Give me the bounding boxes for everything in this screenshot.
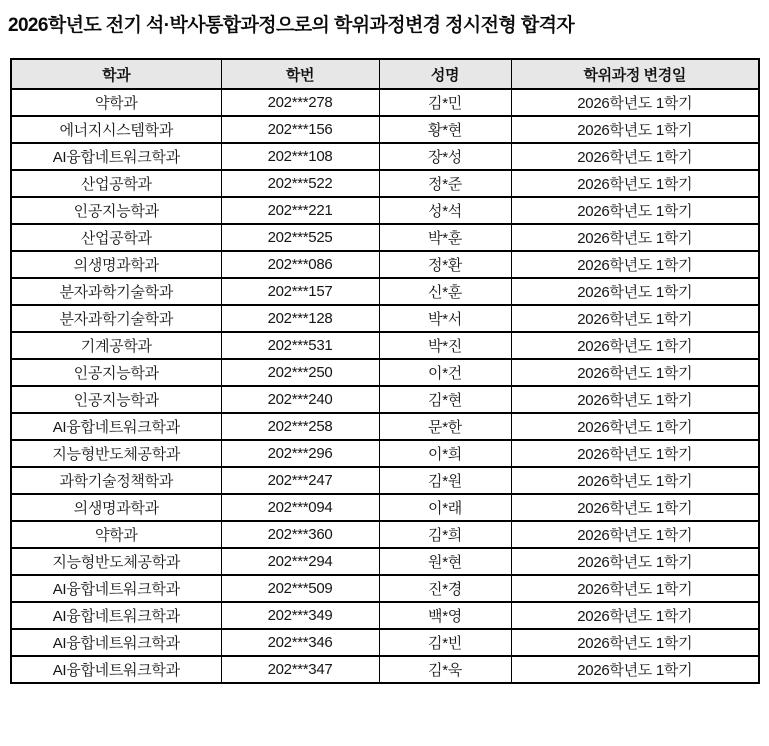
cell-student-id: 202***247 [221,467,379,494]
table-row [11,89,759,116]
cell-name: 김*욱 [379,656,511,683]
cell-change-date: 2026학년도 1학기 [511,305,759,332]
cell-student-id: 202***525 [221,224,379,251]
cell-department: 인공지능학과 [11,386,221,413]
cell-department: 분자과학기술학과 [11,278,221,305]
table-row [11,251,759,278]
cell-student-id: 202***094 [221,494,379,521]
cell-department: 과학기술정책학과 [11,467,221,494]
table-row [11,575,759,602]
cell-department: AI융합네트워크학과 [11,143,221,170]
cell-name: 이*래 [379,494,511,521]
table-row [11,278,759,305]
cell-student-id: 202***086 [221,251,379,278]
column-header-change-date: 학위과정 변경일 [511,59,759,89]
cell-student-id: 202***156 [221,116,379,143]
cell-change-date: 2026학년도 1학기 [511,440,759,467]
table-row [11,224,759,251]
table-row [11,602,759,629]
table-row [11,656,759,683]
column-header-student-id: 학번 [221,59,379,89]
cell-change-date: 2026학년도 1학기 [511,548,759,575]
table-row [11,521,759,548]
cell-name: 성*석 [379,197,511,224]
cell-department: 인공지능학과 [11,197,221,224]
cell-department: 지능형반도체공학과 [11,440,221,467]
cell-change-date: 2026학년도 1학기 [511,602,759,629]
cell-change-date: 2026학년도 1학기 [511,413,759,440]
cell-name: 정*환 [379,251,511,278]
cell-name: 박*훈 [379,224,511,251]
cell-name: 신*훈 [379,278,511,305]
cell-student-id: 202***349 [221,602,379,629]
page-title: 2026학년도 전기 석·박사통합과정으로의 학위과정변경 정시전형 합격자 [8,15,575,36]
table-row [11,170,759,197]
cell-change-date: 2026학년도 1학기 [511,467,759,494]
cell-name: 이*희 [379,440,511,467]
cell-department: 분자과학기술학과 [11,305,221,332]
cell-student-id: 202***240 [221,386,379,413]
cell-student-id: 202***346 [221,629,379,656]
cell-change-date: 2026학년도 1학기 [511,116,759,143]
cell-name: 장*성 [379,143,511,170]
cell-name: 김*희 [379,521,511,548]
cell-change-date: 2026학년도 1학기 [511,251,759,278]
cell-student-id: 202***250 [221,359,379,386]
table-row [11,440,759,467]
cell-name: 이*건 [379,359,511,386]
cell-student-id: 202***294 [221,548,379,575]
cell-change-date: 2026학년도 1학기 [511,224,759,251]
cell-name: 박*진 [379,332,511,359]
table-row [11,467,759,494]
cell-department: AI융합네트워크학과 [11,575,221,602]
cell-student-id: 202***258 [221,413,379,440]
cell-name: 김*현 [379,386,511,413]
table-row [11,548,759,575]
table-row [11,116,759,143]
table-header-row [11,59,759,89]
cell-student-id: 202***347 [221,656,379,683]
cell-change-date: 2026학년도 1학기 [511,197,759,224]
table-row [11,197,759,224]
cell-department: 산업공학과 [11,224,221,251]
table-row [11,359,759,386]
cell-change-date: 2026학년도 1학기 [511,89,759,116]
cell-department: AI융합네트워크학과 [11,413,221,440]
cell-name: 김*민 [379,89,511,116]
cell-change-date: 2026학년도 1학기 [511,359,759,386]
cell-department: 기계공학과 [11,332,221,359]
table-row [11,332,759,359]
cell-change-date: 2026학년도 1학기 [511,278,759,305]
cell-change-date: 2026학년도 1학기 [511,143,759,170]
cell-department: AI융합네트워크학과 [11,629,221,656]
table-row [11,494,759,521]
admitted-students-table [10,58,760,684]
cell-student-id: 202***221 [221,197,379,224]
cell-name: 황*현 [379,116,511,143]
cell-change-date: 2026학년도 1학기 [511,521,759,548]
cell-student-id: 202***278 [221,89,379,116]
column-header-department: 학과 [11,59,221,89]
cell-department: 의생명과학과 [11,251,221,278]
cell-department: 의생명과학과 [11,494,221,521]
table-row [11,629,759,656]
cell-department: AI융합네트워크학과 [11,656,221,683]
cell-change-date: 2026학년도 1학기 [511,170,759,197]
cell-department: 약학과 [11,521,221,548]
cell-student-id: 202***296 [221,440,379,467]
cell-change-date: 2026학년도 1학기 [511,494,759,521]
cell-student-id: 202***360 [221,521,379,548]
column-header-name: 성명 [379,59,511,89]
cell-department: 약학과 [11,89,221,116]
cell-change-date: 2026학년도 1학기 [511,656,759,683]
cell-department: AI융합네트워크학과 [11,602,221,629]
cell-name: 김*원 [379,467,511,494]
cell-name: 백*영 [379,602,511,629]
cell-department: 산업공학과 [11,170,221,197]
cell-name: 박*서 [379,305,511,332]
table-row [11,305,759,332]
cell-student-id: 202***531 [221,332,379,359]
cell-student-id: 202***128 [221,305,379,332]
cell-student-id: 202***108 [221,143,379,170]
cell-name: 진*경 [379,575,511,602]
cell-change-date: 2026학년도 1학기 [511,332,759,359]
cell-student-id: 202***509 [221,575,379,602]
cell-name: 정*준 [379,170,511,197]
table-row [11,386,759,413]
cell-department: 지능형반도체공학과 [11,548,221,575]
table-row [11,413,759,440]
cell-department: 에너지시스템학과 [11,116,221,143]
cell-student-id: 202***522 [221,170,379,197]
cell-name: 문*한 [379,413,511,440]
cell-change-date: 2026학년도 1학기 [511,575,759,602]
cell-department: 인공지능학과 [11,359,221,386]
cell-change-date: 2026학년도 1학기 [511,386,759,413]
cell-change-date: 2026학년도 1학기 [511,629,759,656]
cell-student-id: 202***157 [221,278,379,305]
cell-name: 원*현 [379,548,511,575]
cell-name: 김*빈 [379,629,511,656]
table-row [11,143,759,170]
